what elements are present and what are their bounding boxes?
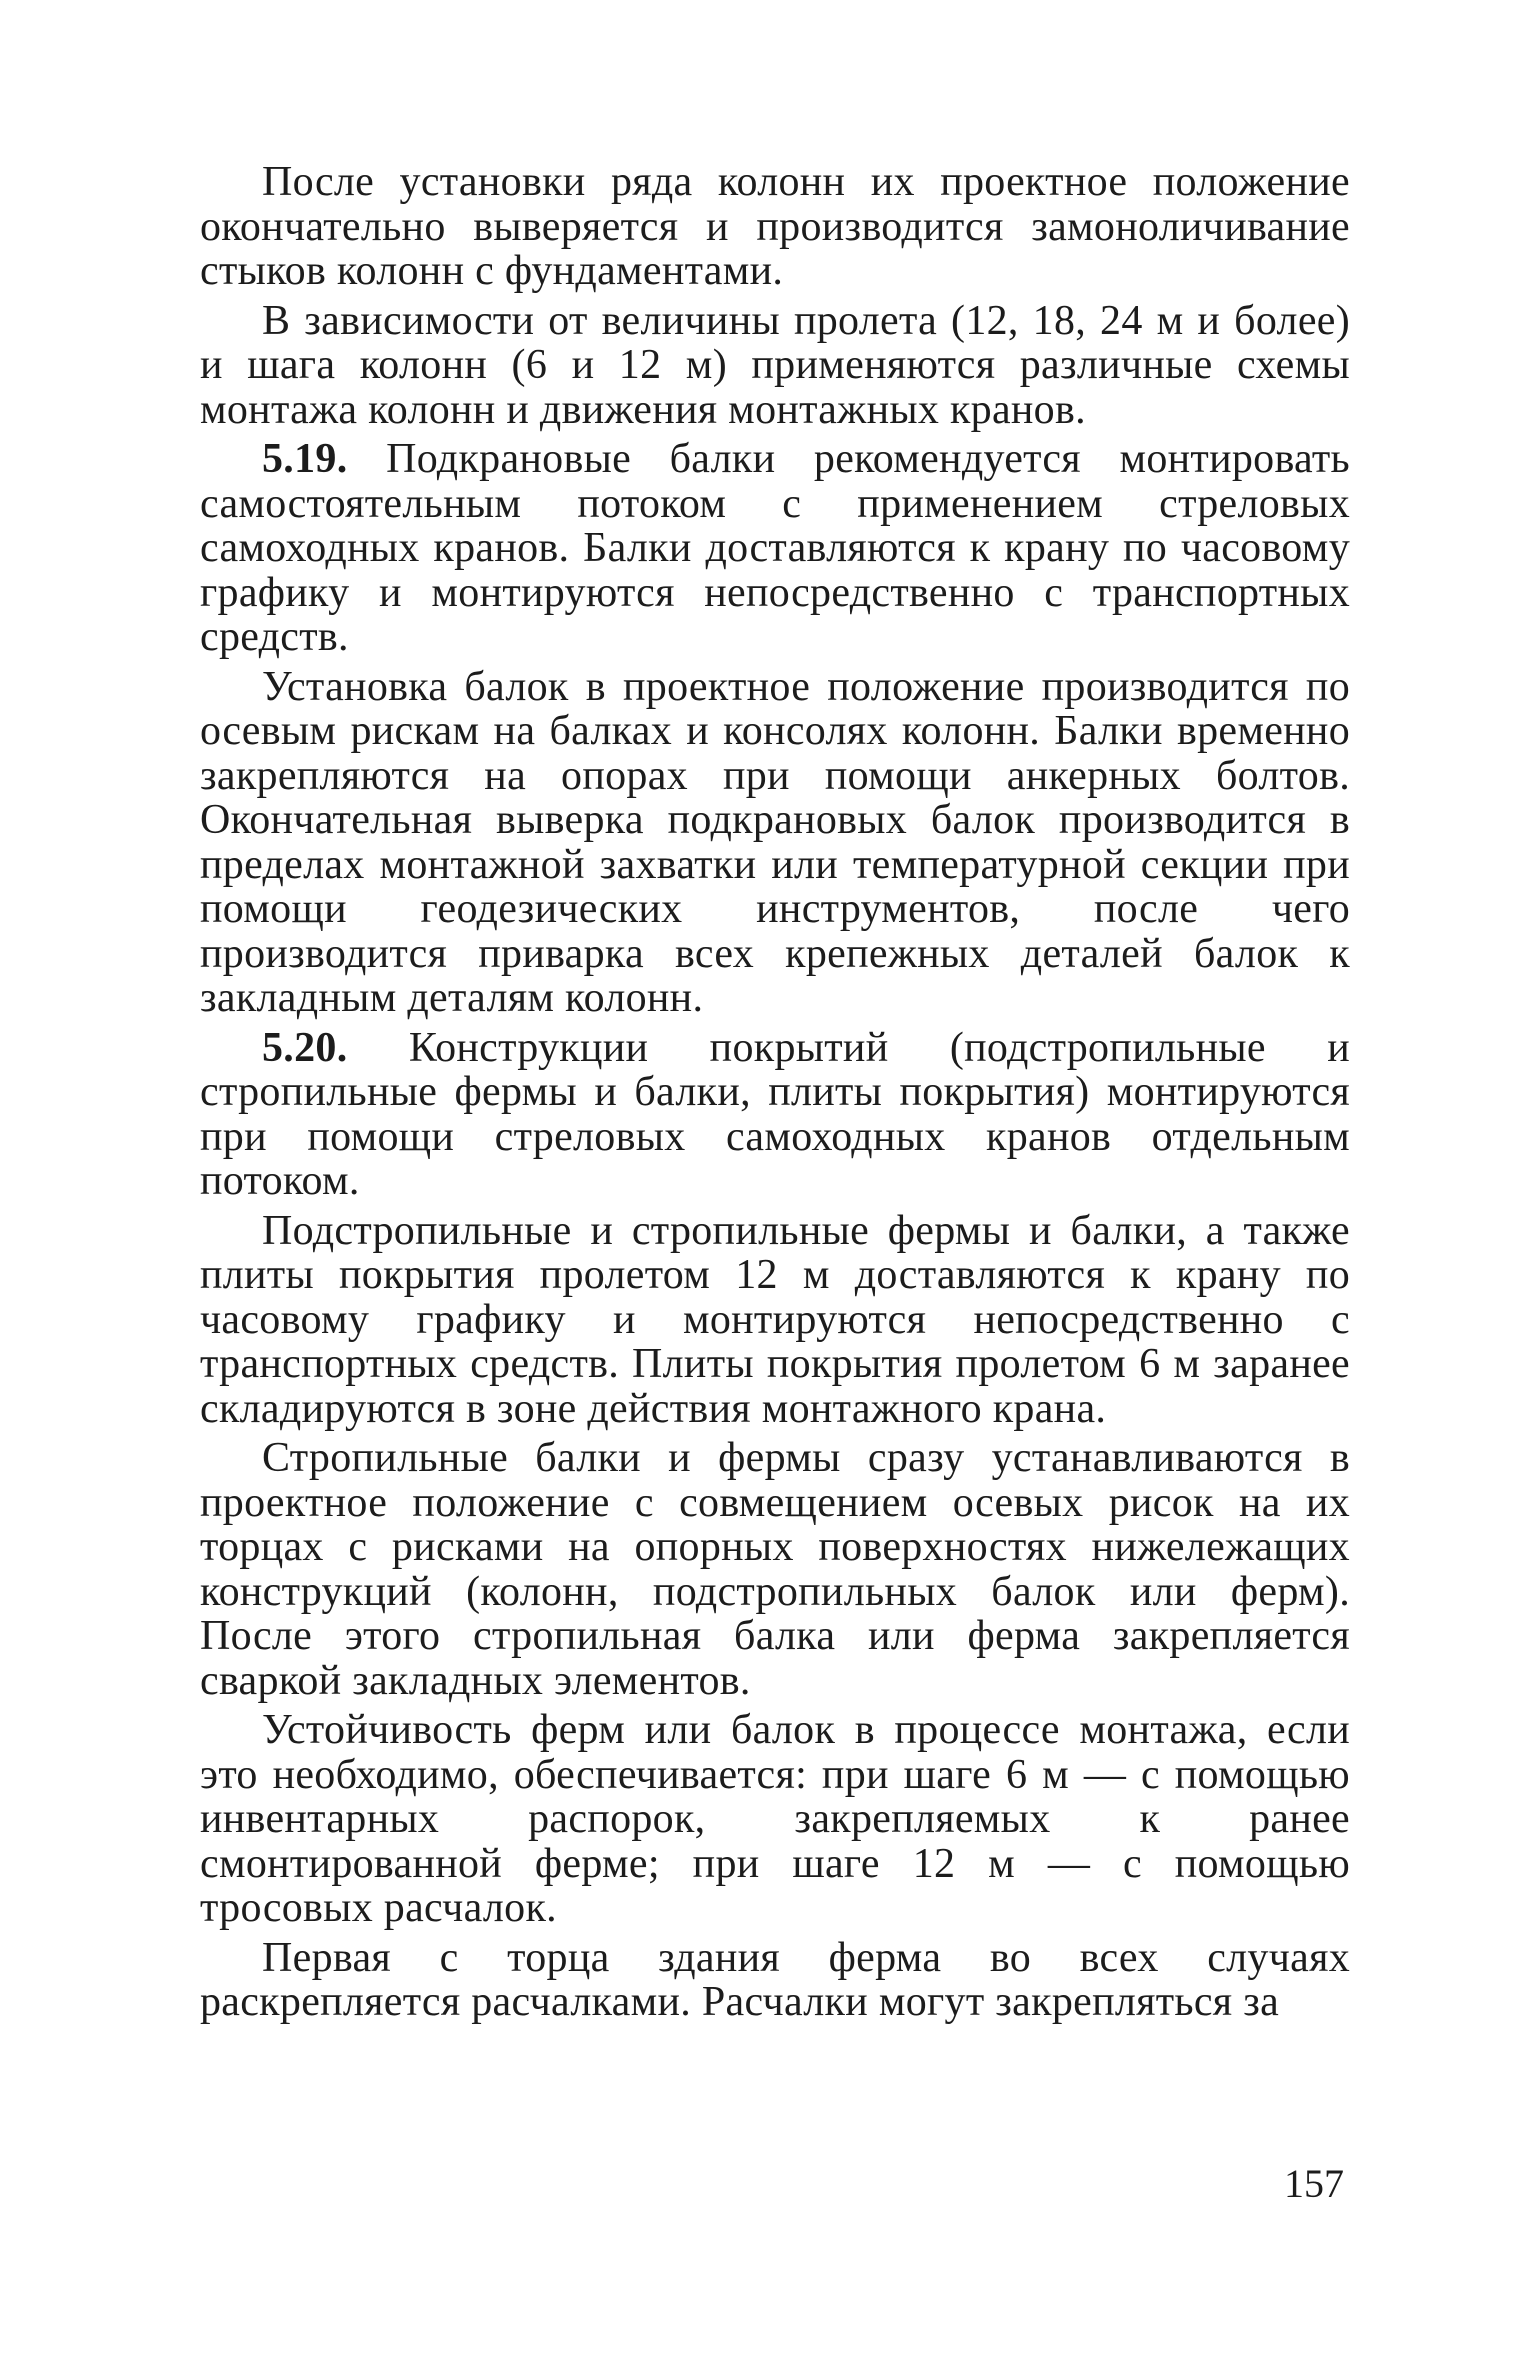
paragraph-text: Подкрановые балки рекомендуется монтировать самостоятельным потоком с применением стреловых самоходных кранов. Балки доставляются к крану по часовому графику и монтируются непосредственно с транспортных средств. — [200, 436, 1350, 660]
page-body — [200, 160, 1350, 2030]
section-number: 5.20. — [262, 1024, 348, 1071]
paragraph-text: Устойчивость ферм или балок в процессе монтажа, если это необходимо, обеспечивается: при шаге 6 м — с помощью инвентарных распорок, закрепляемых к ранее смонтированной ферме; при шаге 12 м — с помощью тросовых расчалок. — [200, 1707, 1350, 1931]
paragraph — [200, 1436, 1350, 1703]
paragraph — [200, 1936, 1350, 2025]
paragraph-text: В зависимости от величины пролета (12, 18, 24 м и более) и шага колонн (6 и 12 м) применяются различные схемы монтажа колонн и движения монтажных кранов. — [200, 297, 1350, 433]
paragraph-text: После установки ряда колонн их проектное положение окончательно выверяется и производится замоноличивание стыков колонн с фундаментами. — [200, 159, 1350, 294]
section-number: 5.19. — [262, 436, 348, 482]
paragraph-text: Подстропильные и стропильные фермы и балки, а также плиты покрытия пролетом 12 м доставляются к крану по часовому графику и монтируются непосредственно с транспортных средств. Плиты покрытия пролетом 6 м заранее складируются в зоне действия монтажного крана. — [200, 1207, 1350, 1432]
paragraph — [200, 437, 1350, 660]
paragraph-text: Стропильные балки и фермы сразу устанавливаются в проектное положение с совмещением осевых рисок на их торцах с рисками на опорных поверхностях нижележащих конструкций (колонн, подстропильных балок или ферм). После этого стропильная балка или ферма закрепляется сваркой закладных элементов. — [200, 1435, 1350, 1704]
paragraph — [200, 299, 1350, 433]
paragraph — [200, 160, 1350, 294]
paragraph — [200, 1209, 1350, 1432]
paragraph-text: Конструкции покрытий (подстропильные и стропильные фермы и балки, плиты покрытия) монтируются при помощи стреловых самоходных кранов отдельным потоком. — [200, 1024, 1350, 1204]
paragraph-text: Установка балок в проектное положение производится по осевым рискам на балках и консолях колонн. Балки временно закрепляются на опорах при помощи анкерных болтов. Окончательная выверка подкрановых балок производится в пределах монтажной захватки или температурной секции при помощи геодезических инструментов, после чего производится приварка всех крепежных деталей балок к закладным деталям колонн. — [200, 663, 1350, 1021]
paragraph — [200, 665, 1350, 1021]
paragraph-text: Первая с торца здания ферма во всех случаях раскрепляется расчалками. Расчалки могут закрепляться за — [200, 1934, 1350, 2025]
paragraph — [200, 1708, 1350, 1931]
page-number: 157 — [1284, 2161, 1344, 2206]
paragraph — [200, 1026, 1350, 1204]
